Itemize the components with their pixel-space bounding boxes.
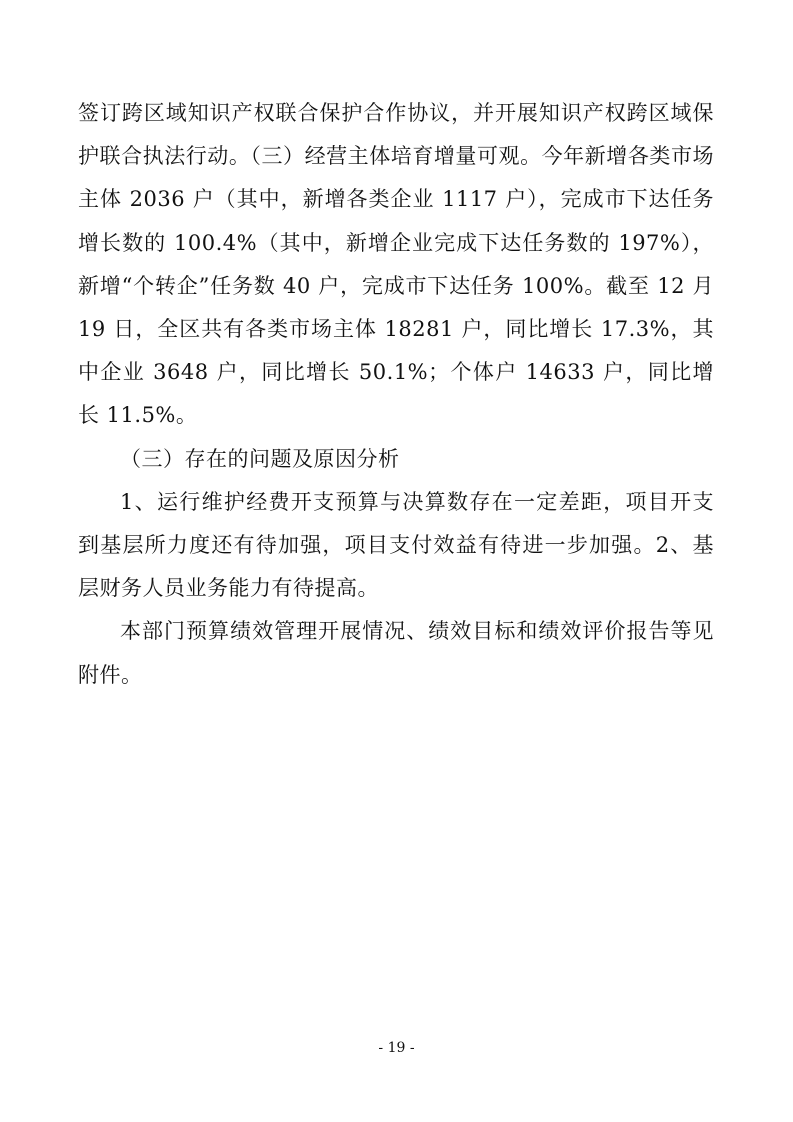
page-number: - 19 -	[378, 1040, 415, 1056]
paragraph-attachment-note: 本部门预算绩效管理开展情况、绩效目标和绩效评价报告等见附件。	[78, 619, 714, 687]
document-body	[78, 92, 714, 697]
paragraph-continuation: 签订跨区域知识产权联合保护合作协议，并开展知识产权跨区域保护联合执法行动。（三）经营主体培育增量可观。今年新增各类市场主体 2036 户（其中，新增各类企业 1117 户），完成市下达任务增长数的 100.4%（其中，新增企业完成下达任务数的 197%），新增“个转企”任务数 40 户，完成市下达任务 100%。截至 12 月 19 日，全区共有各类市场主体 18281 户，同比增长 17.3%，其中企业 3648 户，同比增长 50.1%；个体户 14633 户，同比增长 11.5%。	[78, 101, 714, 428]
section-heading: （三）存在的问题及原因分析	[120, 446, 400, 471]
paragraph-issues: 1、运行维护经费开支预算与决算数存在一定差距，项目开支到基层所力度还有待加强，项目支付效益有待进一步加强。2、基层财务人员业务能力有待提高。	[78, 489, 714, 601]
